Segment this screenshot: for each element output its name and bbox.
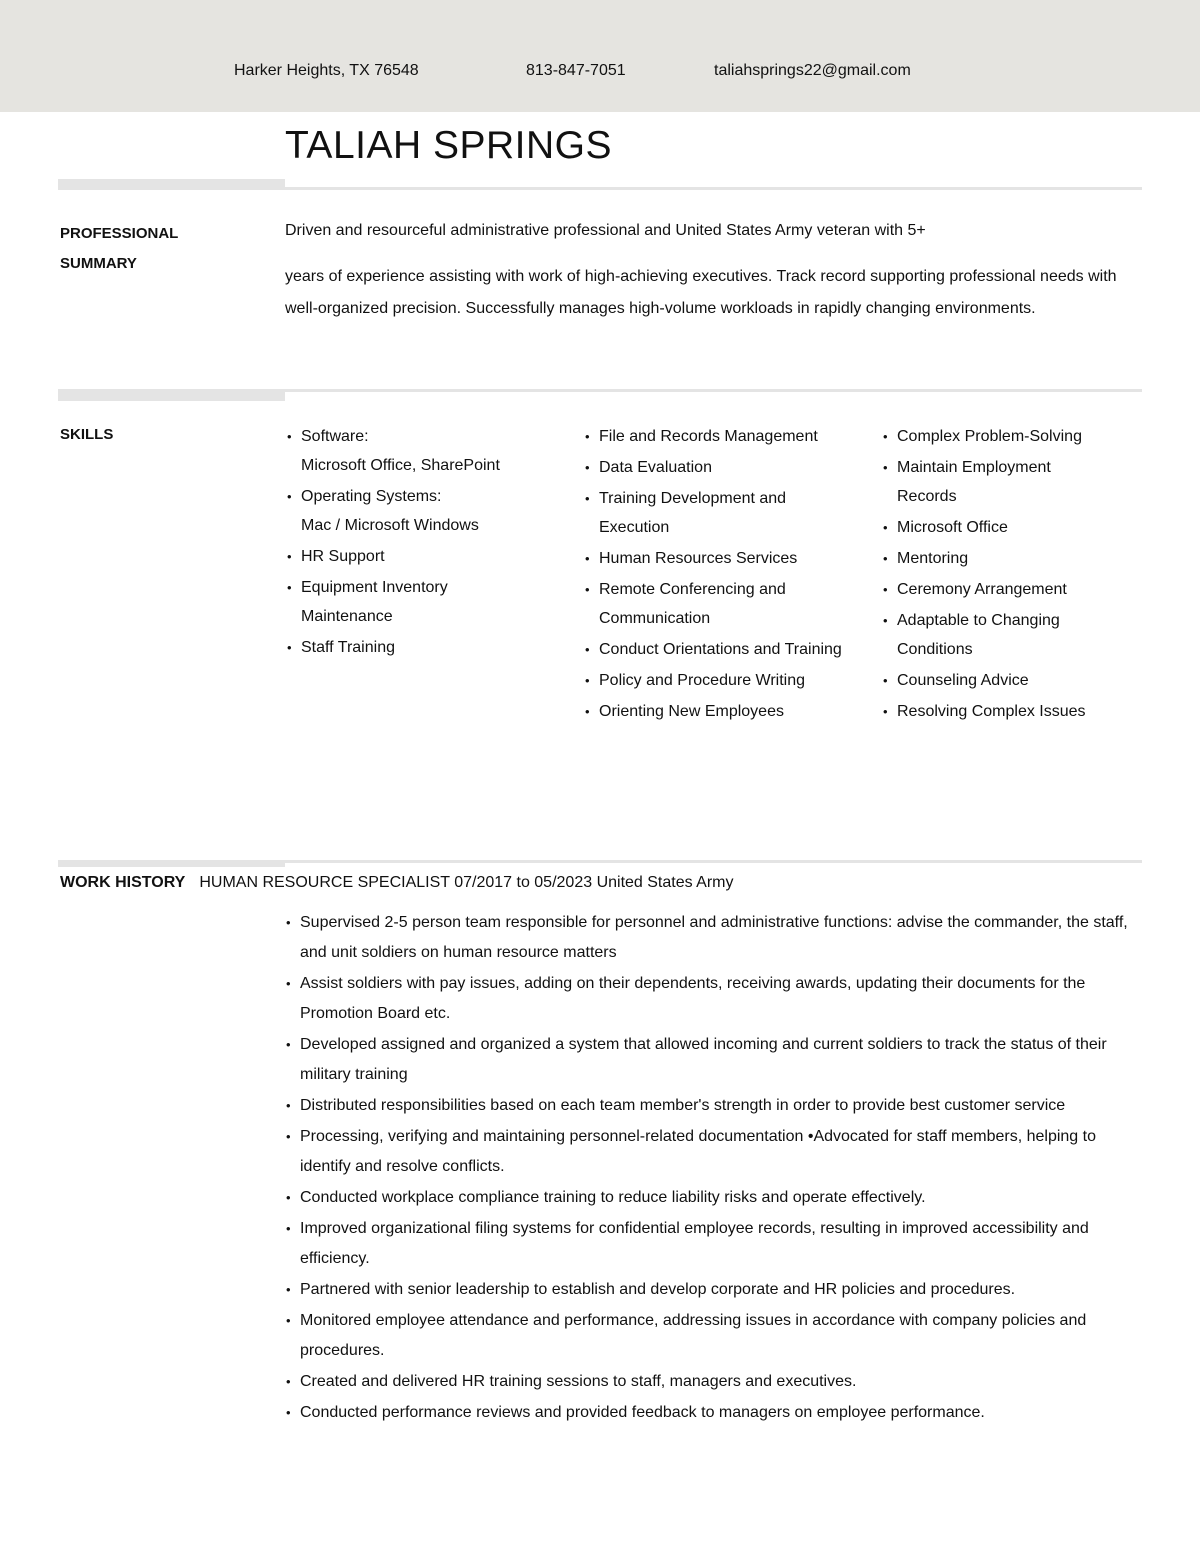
duty-item: • Conducted performance reviews and provided feedback to managers on employee performance.	[286, 1398, 1136, 1428]
job-duties-list	[286, 908, 1136, 1429]
skills-label: SKILLS	[60, 426, 114, 443]
duty-item: • Conducted workplace compliance training to reduce liability risks and operate effectively.	[286, 1183, 1136, 1213]
skill-item: • Microsoft Office	[883, 513, 1153, 542]
summary-first-line: Driven and resourceful administrative professional and United States Army veteran with 5+	[285, 222, 926, 239]
skill-item: • Human Resources Services	[585, 544, 880, 573]
skill-item: • Training Development and Execution	[585, 484, 880, 542]
duty-item: • Partnered with senior leadership to establish and develop corporate and HR policies and procedures.	[286, 1275, 1136, 1305]
contact-bar	[0, 0, 1200, 112]
skill-item: • Software: Microsoft Office, SharePoint	[287, 422, 577, 480]
duty-item: • Assist soldiers with pay issues, adding on their dependents, receiving awards, updating their documents for the Promotion Board etc.	[286, 969, 1136, 1029]
skills-column-2	[585, 422, 880, 728]
skill-item: • Remote Conferencing and Communication	[585, 575, 880, 633]
job-title: HUMAN RESOURCE SPECIALIST 07/2017 to 05/2023 United States Army	[199, 874, 734, 891]
contact-email: taliahsprings22@gmail.com	[714, 62, 911, 79]
skill-item: • HR Support	[287, 542, 577, 571]
section-divider	[58, 187, 1142, 190]
duty-item: • Developed assigned and organized a system that allowed incoming and current soldiers to track the status of their military training	[286, 1030, 1136, 1090]
contact-location: Harker Heights, TX 76548	[234, 62, 419, 79]
skill-item: • Data Evaluation	[585, 453, 880, 482]
candidate-name: TALIAH SPRINGS	[285, 124, 613, 167]
summary-label-line2: SUMMARY	[60, 255, 137, 272]
skill-item: • Adaptable to Changing Conditions	[883, 606, 1153, 664]
duty-item: • Improved organizational filing systems for confidential employee records, resulting in improved accessibility and efficiency.	[286, 1214, 1136, 1274]
skills-column-3	[883, 422, 1153, 728]
skill-item: • Counseling Advice	[883, 666, 1153, 695]
skill-item: • Orienting New Employees	[585, 697, 880, 726]
skill-item: • Staff Training	[287, 633, 577, 662]
duty-item: • Distributed responsibilities based on each team member's strength in order to provide best customer service	[286, 1091, 1136, 1121]
summary-label-line1: PROFESSIONAL	[60, 225, 179, 242]
skills-column-1	[287, 422, 577, 664]
skill-item: • Mentoring	[883, 544, 1153, 573]
section-divider	[58, 389, 1142, 392]
skill-item: • Equipment Inventory Maintenance	[287, 573, 577, 631]
skill-item: • Ceremony Arrangement	[883, 575, 1153, 604]
skill-item: • Maintain Employment Records	[883, 453, 1153, 511]
work-history-label: WORK HISTORY	[60, 874, 186, 891]
section-divider	[58, 860, 1142, 863]
duty-item: • Created and delivered HR training sessions to staff, managers and executives.	[286, 1367, 1136, 1397]
contact-phone: 813-847-7051	[526, 62, 626, 79]
summary-label	[60, 219, 178, 279]
duty-item: • Processing, verifying and maintaining personnel-related documentation •Advocated for staff members, helping to identify and resolve conflicts.	[286, 1122, 1136, 1182]
summary-text: years of experience assisting with work of high-achieving executives. Track record supporting professional needs with well-organized precision. Successfully manages high-volume workloads in rapidly changing environments.	[285, 268, 1117, 317]
work-history-header	[60, 871, 734, 895]
duty-item: • Monitored employee attendance and performance, addressing issues in accordance with company policies and procedures.	[286, 1306, 1136, 1366]
skill-item: • Complex Problem-Solving	[883, 422, 1153, 451]
skill-item: • Policy and Procedure Writing	[585, 666, 880, 695]
duty-item: • Supervised 2-5 person team responsible for personnel and administrative functions: advise the commander, the staff, and unit soldiers on human resource matters	[286, 908, 1136, 968]
skill-item: • Operating Systems: Mac / Microsoft Windows	[287, 482, 577, 540]
skill-item: • File and Records Management	[585, 422, 880, 451]
skill-item: • Conduct Orientations and Training	[585, 635, 880, 664]
skill-item: • Resolving Complex Issues	[883, 697, 1153, 726]
